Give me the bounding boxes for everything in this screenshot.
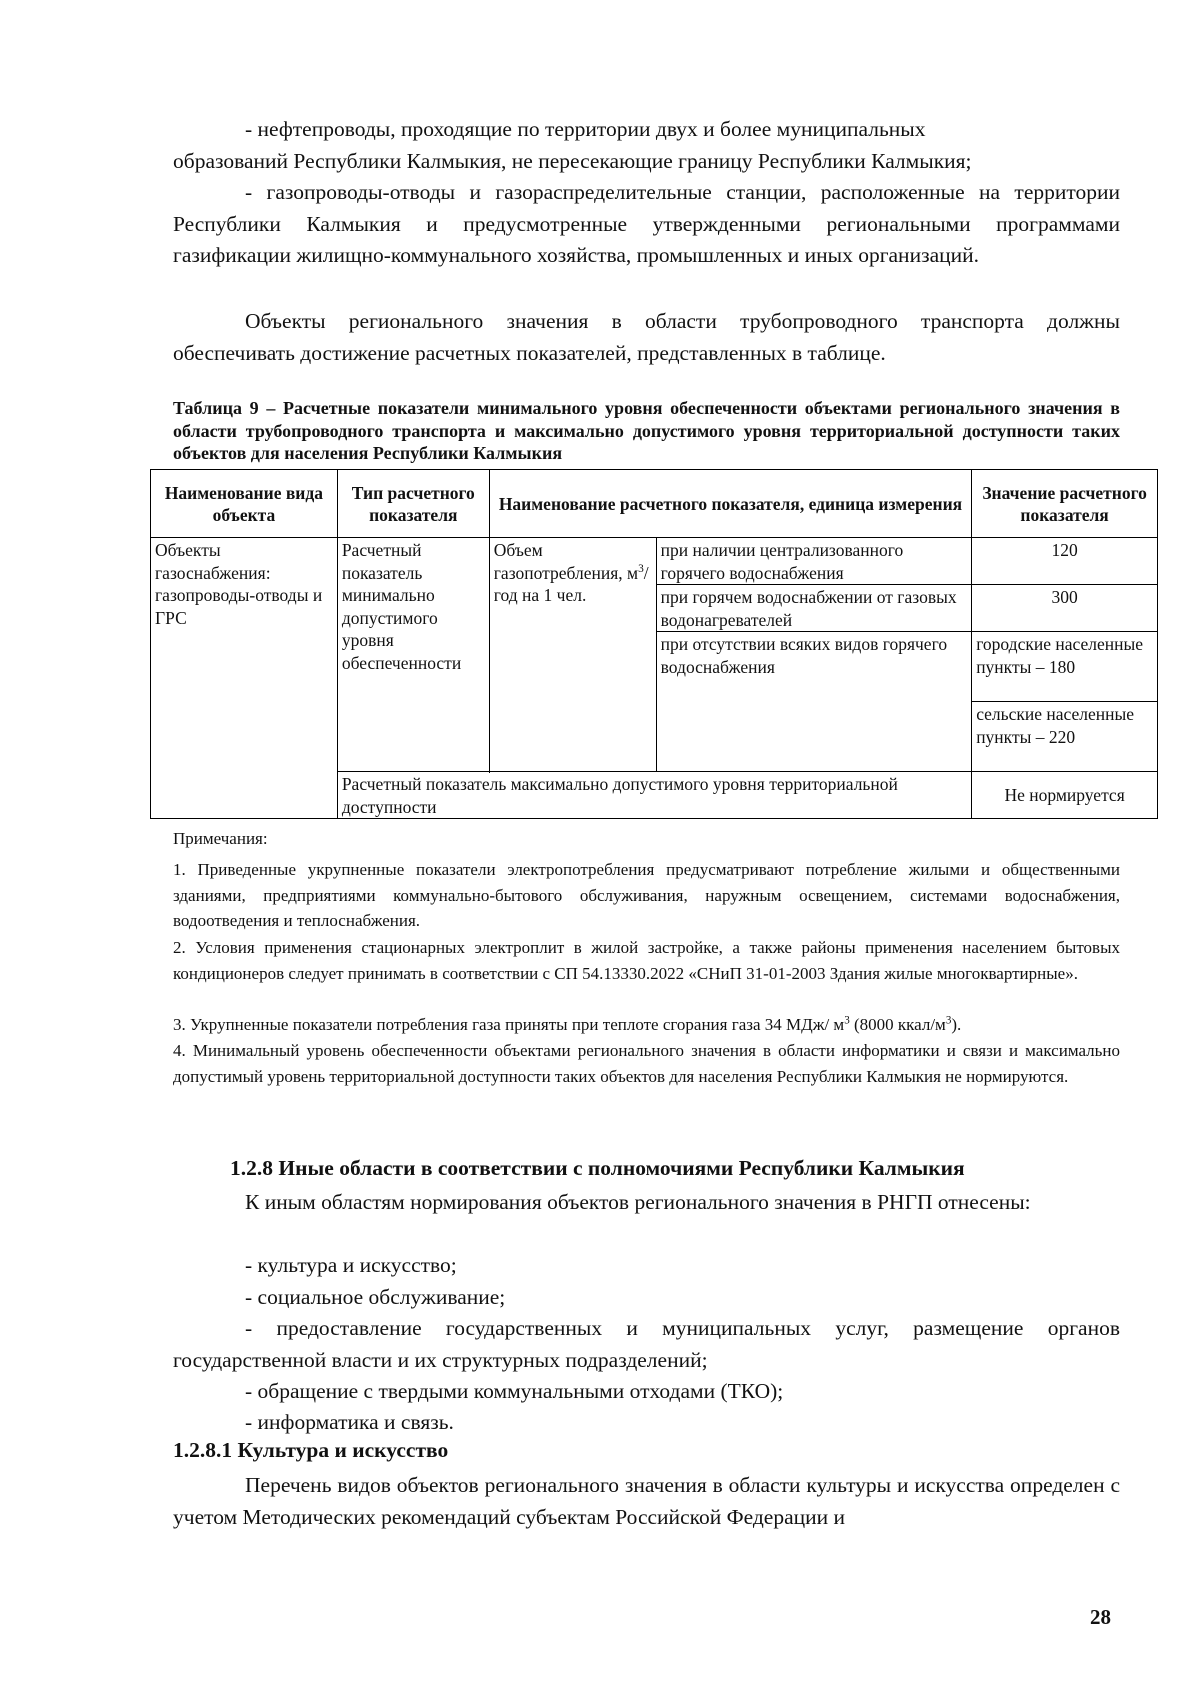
header-object-type: Наименование вида объекта bbox=[151, 470, 338, 538]
condition-cell-2: при горячем водоснабжении от газовых водонагревателей bbox=[656, 585, 972, 632]
note-3 bbox=[173, 1012, 1120, 1038]
header-indicator-name: Наименование расчетного показателя, единица измерения bbox=[489, 470, 971, 538]
access-value-cell: Не нормируется bbox=[972, 772, 1158, 819]
notes-heading: Примечания: bbox=[173, 829, 268, 848]
note-3-b: (8000 ккал/м bbox=[849, 1015, 946, 1034]
note-3-sup-2: 3 bbox=[945, 1014, 952, 1027]
indicator-type-cell: Расчетный показатель минимально допустимого уровня обеспеченности bbox=[337, 538, 489, 772]
header-indicator-type: Тип расчетного показателя bbox=[337, 470, 489, 538]
note-3-sup-1: 3 bbox=[844, 1014, 850, 1027]
note-1: 1. Приведенные укрупненные показатели электропотребления предусматривают потребление жилыми и общественными зданиями, предприятиями коммунально-бытового обслуживания, наружным освещением, системами водоснабжения, водоотведения и теплоснабжения. bbox=[173, 860, 1120, 930]
object-name-cell: Объекты газоснабжения: газопроводы-отводы и ГРС bbox=[151, 538, 338, 819]
indicators-table bbox=[150, 469, 1158, 819]
note-3-c: ). bbox=[951, 1015, 962, 1034]
measure-cell bbox=[489, 538, 656, 772]
header-value: Значение расчетного показателя bbox=[972, 470, 1158, 538]
section-intro: К иным областям нормирования объектов регионального значения в РНГП отнесены: bbox=[245, 1190, 1031, 1214]
value-cell-1: 120 bbox=[972, 538, 1158, 585]
bullet-gas: - газопроводы-отводы и газораспределительные станции, расположенные на территории Республики Калмыкия и предусмотренные утвержденными региональными программами газификации жилищно-коммунального хозяйства, промышленных и иных организаций. bbox=[173, 180, 1120, 267]
bullet-oil-line-1: - нефтепроводы, проходящие по территории двух и более муниципальных bbox=[245, 117, 926, 141]
condition-cell-3: при отсутствии всяких видов горячего водоснабжения bbox=[656, 632, 972, 772]
condition-cell-1: при наличии централизованного горячего водоснабжения bbox=[656, 538, 972, 585]
objects-paragraph: Объекты регионального значения в области трубопроводного транспорта должны обеспечивать достижение расчетных показателей, представленных в таблице. bbox=[173, 309, 1120, 365]
subsection-text: Перечень видов объектов регионального значения в области культуры и искусства определен с учетом Методических рекомендаций субъектам Российской Федерации и bbox=[173, 1473, 1120, 1529]
measure-prefix: Объем газопотребления, м bbox=[493, 540, 639, 583]
measure-suffix: /год на 1 чел. bbox=[493, 562, 649, 605]
table-caption: Таблица 9 – Расчетные показатели минимального уровня обеспеченности объектами регионального значения в области трубопроводного транспорта и максимально допустимого уровня территориальной доступности таких объектов для населения Республики Калмыкия bbox=[173, 398, 1120, 463]
note-2: 2. Условия применения стационарных электроплит в жилой застройке, а также районы применения населением бытовых кондиционеров следует принимать в соответствии с СП 54.13330.2022 «СНиП 31-01-2003 Здания жилые многоквартирные». bbox=[173, 938, 1120, 983]
page-number: 28 bbox=[1090, 1605, 1111, 1629]
section-heading: 1.2.8 Иные области в соответствии с полномочиями Республики Калмыкия bbox=[230, 1156, 965, 1180]
value-cell-urban: городские населенные пункты – 180 bbox=[972, 632, 1158, 702]
note-4: 4. Минимальный уровень обеспеченности объектами регионального значения в области информатики и связи и максимально допустимый уровень территориальной доступности таких объектов для населения Республики Калмыкия не нормируются. bbox=[173, 1041, 1120, 1086]
value-cell-2: 300 bbox=[972, 585, 1158, 632]
list-item-services: - предоставление государственных и муниципальных услуг, размещение органов государственной власти и их структурных подразделений; bbox=[173, 1316, 1120, 1372]
access-label-cell: Расчетный показатель максимально допустимого уровня территориальной доступности bbox=[337, 772, 971, 819]
list-item: - информатика и связь. bbox=[245, 1410, 454, 1434]
note-3-a: 3. Укрупненные показатели потребления газа приняты при теплоте сгорания газа 34 МДж/ м bbox=[173, 1015, 845, 1034]
subsection-heading: 1.2.8.1 Культура и искусство bbox=[173, 1438, 449, 1462]
list-item: - социальное обслуживание; bbox=[245, 1285, 506, 1309]
list-item: - культура и искусство; bbox=[245, 1253, 457, 1277]
measure-sup: 3 bbox=[638, 562, 644, 575]
value-cell-rural: сельские населенные пункты – 220 bbox=[972, 702, 1158, 772]
list-item: - обращение с твердыми коммунальными отходами (ТКО); bbox=[245, 1379, 784, 1403]
bullet-oil-line-2: образований Республики Калмыкия, не пересекающие границу Республики Калмыкия; bbox=[173, 149, 972, 173]
